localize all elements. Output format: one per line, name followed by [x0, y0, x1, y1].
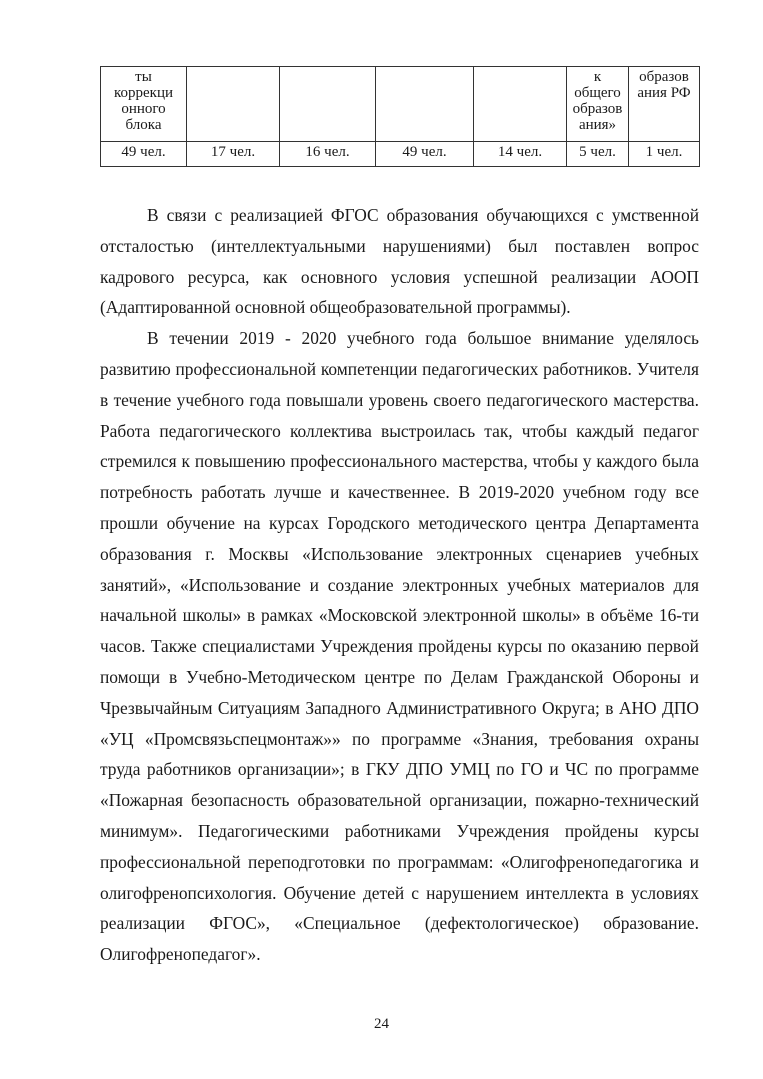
- table-value-cell: 1 чел.: [629, 142, 700, 167]
- body-text: [100, 200, 699, 970]
- table-value-cell: 49 чел.: [101, 142, 187, 167]
- table-value-cell: 49 чел.: [376, 142, 474, 167]
- paragraph: В течении 2019 - 2020 учебного года большое внимание уделялось развитию профессиональной компетенции педагогических работников. Учителя в течение учебного года повышали уровень своего педагогического мастерства. Работа педагогического коллектива выстроилась так, чтобы каждый педагог стремился к повышению профессионального мастерства, чтобы у каждого была потребность работать лучше и качественнее. В 2019-2020 учебном году все прошли обучение на курсах Городского методического центра Департамента образования г. Москвы «Использование электронных сценариев учебных занятий», «Использование и создание электронных учебных материалов для начальной школы» в рамках «Московской электронной школы» в объёме 16-ти часов. Также специалистами Учреждения пройдены курсы по оказанию первой помощи в Учебно-Методическом центре по Делам Гражданской Обороны и Чрезвычайным Ситуациям Западного Административного Округа; в АНО ДПО «УЦ «Промсвязьспецмонтаж»» по программе «Знания, требования охраны труда работников организации»; в ГКУ ДПО УМЦ по ГО и ЧС по программе «Пожарная безопасность образовательной организации, пожарно-технический минимум». Педагогическими работниками Учреждения пройдены курсы профессиональной переподготовки по программам: «Олигофренопедагогика и олигофренопсихология. Обучение детей с нарушением интеллекта в условиях реализации ФГОС», «Специальное (дефектологическое) образование. Олигофренопедагог».: [100, 328, 699, 965]
- staff-table: [100, 66, 700, 167]
- header-line: блока: [125, 117, 162, 133]
- header-line: онного: [121, 101, 166, 117]
- page-number: 24: [374, 1016, 389, 1032]
- table-value-cell: 5 чел.: [567, 142, 629, 167]
- header-line: ания РФ: [637, 85, 691, 101]
- header-line: к: [593, 69, 602, 85]
- header-line: коррекци: [113, 85, 174, 101]
- table-header-cell: [101, 67, 187, 142]
- header-line: общего: [574, 85, 621, 101]
- table-value-cell: 14 чел.: [474, 142, 567, 167]
- table-value-cell: 17 чел.: [187, 142, 280, 167]
- table-header-cell: [474, 67, 567, 142]
- header-line: образов: [572, 101, 623, 117]
- table-header-cell: [567, 67, 629, 142]
- table-header-cell: [376, 67, 474, 142]
- header-line: образов: [639, 69, 689, 85]
- table-values-row: [101, 142, 700, 167]
- table-header-cell: [187, 67, 280, 142]
- table-header-cell: [629, 67, 700, 142]
- table-header-row: [101, 67, 700, 142]
- header-line: ты: [135, 69, 152, 85]
- header-line: ания»: [578, 117, 617, 133]
- table-header-cell: [280, 67, 376, 142]
- table-value-cell: 16 чел.: [280, 142, 376, 167]
- paragraph: В связи с реализацией ФГОС образования обучающихся с умственной отсталостью (интеллектуальными нарушениями) был поставлен вопрос кадрового ресурса, как основного условия успешной реализации АООП (Адаптированной основной общеобразовательной программы).: [100, 205, 699, 318]
